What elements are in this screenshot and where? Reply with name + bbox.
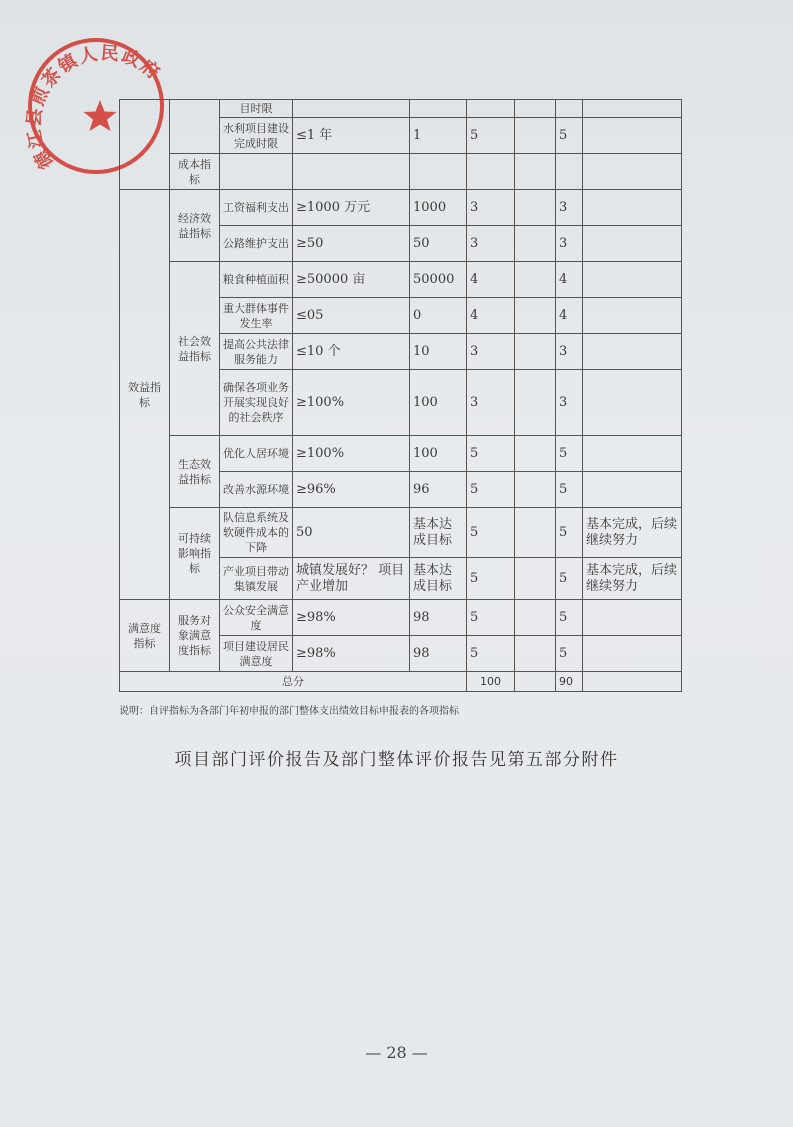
table-cell xyxy=(515,472,556,508)
table-cell: 经济效益指标 xyxy=(170,190,220,262)
table-cell: 提高公共法律服务能力 xyxy=(220,334,293,370)
table-cell: 基本完成，后续继续努力 xyxy=(583,508,682,558)
table-row xyxy=(120,262,682,298)
table-cell xyxy=(467,154,515,190)
table-cell: ≥50000 亩 xyxy=(293,262,410,298)
table-row xyxy=(120,436,682,472)
table-cell xyxy=(583,262,682,298)
table-cell: 基本达成目标 xyxy=(410,558,467,600)
table-cell: 工资福利支出 xyxy=(220,190,293,226)
table-cell: 5 xyxy=(556,558,583,600)
table-cell: 4 xyxy=(467,262,515,298)
table-cell: 1000 xyxy=(410,190,467,226)
table-cell xyxy=(515,600,556,636)
table-cell: 5 xyxy=(556,472,583,508)
table-cell: ≤05 xyxy=(293,298,410,334)
table-cell xyxy=(583,436,682,472)
table-row xyxy=(120,190,682,226)
table-cell: 3 xyxy=(467,190,515,226)
total-label: 总分 xyxy=(120,672,467,692)
table-cell: 生态效益指标 xyxy=(170,436,220,508)
table-cell: 成本指标 xyxy=(170,154,220,190)
table-cell xyxy=(515,226,556,262)
table-cell: 5 xyxy=(467,600,515,636)
table-cell: 5 xyxy=(467,118,515,154)
table-cell: 粮食种植面积 xyxy=(220,262,293,298)
table-cell: 基本完成，后续继续努力 xyxy=(583,558,682,600)
table-cell: ≥96% xyxy=(293,472,410,508)
table-cell: 3 xyxy=(556,190,583,226)
table-cell xyxy=(467,100,515,118)
table-cell: 5 xyxy=(556,636,583,672)
table-cell: 100 xyxy=(410,436,467,472)
table-cell xyxy=(515,508,556,558)
table-cell xyxy=(583,226,682,262)
table-cell: 5 xyxy=(556,118,583,154)
table-cell xyxy=(583,600,682,636)
table-cell xyxy=(293,154,410,190)
table-cell: ≥1000 万元 xyxy=(293,190,410,226)
table-cell: ≤1 年 xyxy=(293,118,410,154)
table-cell xyxy=(515,100,556,118)
table-cell xyxy=(583,370,682,436)
table-cell: 96 xyxy=(410,472,467,508)
table-cell: 公路维护支出 xyxy=(220,226,293,262)
table-cell: 3 xyxy=(467,226,515,262)
table-cell: 50000 xyxy=(410,262,467,298)
table-cell: 队信息系统及软硬件成本的下降 xyxy=(220,508,293,558)
table-cell xyxy=(515,436,556,472)
table-cell: 3 xyxy=(467,334,515,370)
table-cell: 3 xyxy=(556,370,583,436)
performance-table xyxy=(119,99,682,692)
table-cell: 98 xyxy=(410,636,467,672)
table-cell xyxy=(583,636,682,672)
table-row xyxy=(120,100,682,118)
table-cell: 确保各项业务开展实现良好的社会秩序 xyxy=(220,370,293,436)
table-cell: 可持续影响指标 xyxy=(170,508,220,600)
table-cell xyxy=(410,154,467,190)
table-cell: 5 xyxy=(467,558,515,600)
table-cell: 水利项目建设完成时限 xyxy=(220,118,293,154)
table-cell: 5 xyxy=(556,508,583,558)
table-cell: 5 xyxy=(467,472,515,508)
table-cell: 3 xyxy=(556,334,583,370)
table-cell: 5 xyxy=(556,600,583,636)
table-cell xyxy=(170,100,220,154)
table-cell xyxy=(556,154,583,190)
table-cell xyxy=(556,100,583,118)
table-row-total xyxy=(120,672,682,692)
table-cell: ≥50 xyxy=(293,226,410,262)
table-cell: 效益指标 xyxy=(120,190,170,600)
table-cell: 0 xyxy=(410,298,467,334)
table-cell xyxy=(120,100,170,190)
table-cell: 改善水源环境 xyxy=(220,472,293,508)
table-cell: 4 xyxy=(556,298,583,334)
table-cell xyxy=(515,636,556,672)
table-cell: 5 xyxy=(556,436,583,472)
performance-table-wrapper xyxy=(119,99,681,692)
table-cell: 基本达成目标 xyxy=(410,508,467,558)
seal-star-icon xyxy=(84,100,117,131)
table-cell: 100 xyxy=(410,370,467,436)
total-full-score: 100 xyxy=(467,672,515,692)
table-cell xyxy=(583,472,682,508)
table-cell: 5 xyxy=(467,436,515,472)
table-cell xyxy=(515,262,556,298)
table-row xyxy=(120,600,682,636)
table-cell: 3 xyxy=(556,226,583,262)
table-cell: 5 xyxy=(467,508,515,558)
table-cell xyxy=(583,672,682,692)
table-row xyxy=(120,508,682,558)
table-cell: ≥98% xyxy=(293,600,410,636)
table-cell xyxy=(515,672,556,692)
table-cell xyxy=(583,298,682,334)
table-cell xyxy=(515,558,556,600)
table-cell xyxy=(583,100,682,118)
table-cell xyxy=(583,118,682,154)
table-cell: 优化人居环境 xyxy=(220,436,293,472)
section-heading: 项目部门评价报告及部门整体评价报告见第五部分附件 xyxy=(174,750,619,770)
table-cell xyxy=(583,190,682,226)
table-cell: 50 xyxy=(410,226,467,262)
table-cell: ≥100% xyxy=(293,370,410,436)
table-cell xyxy=(583,334,682,370)
table-cell: 1 xyxy=(410,118,467,154)
table-cell: 服务对象满意度指标 xyxy=(170,600,220,672)
table-cell: 4 xyxy=(467,298,515,334)
table-cell xyxy=(515,334,556,370)
page-number: — 28 — xyxy=(365,1043,428,1062)
table-cell: 10 xyxy=(410,334,467,370)
table-cell xyxy=(293,100,410,118)
table-cell: 目时限 xyxy=(220,100,293,118)
table-cell xyxy=(410,100,467,118)
table-cell: 项目建设居民满意度 xyxy=(220,636,293,672)
table-cell: 4 xyxy=(556,262,583,298)
table-cell xyxy=(515,298,556,334)
table-cell: 3 xyxy=(467,370,515,436)
table-cell xyxy=(515,370,556,436)
table-cell: 重大群体事件发生率 xyxy=(220,298,293,334)
table-cell xyxy=(515,118,556,154)
total-self-score: 90 xyxy=(556,672,583,692)
table-cell: 公众安全满意度 xyxy=(220,600,293,636)
table-cell: 5 xyxy=(467,636,515,672)
table-cell xyxy=(515,190,556,226)
table-cell: ≤10 个 xyxy=(293,334,410,370)
table-cell: 50 xyxy=(293,508,410,558)
table-cell: 98 xyxy=(410,600,467,636)
table-cell xyxy=(583,154,682,190)
table-cell xyxy=(220,154,293,190)
table-cell: 产业项目带动集镇发展 xyxy=(220,558,293,600)
table-note: 说明：自评指标为各部门年初申报的部门整体支出绩效目标申报表的各项指标 xyxy=(119,706,459,717)
table-cell: 满意度指标 xyxy=(120,600,170,672)
table-cell: 城镇发展好？ 项目产业增加 xyxy=(293,558,410,600)
table-row xyxy=(120,154,682,190)
table-cell: ≥98% xyxy=(293,636,410,672)
table-cell xyxy=(515,154,556,190)
svg-text:德江县煎茶镇人民政府: 德江县煎茶镇人民政府 xyxy=(23,42,165,173)
table-cell: 社会效益指标 xyxy=(170,262,220,436)
table-cell: ≥100% xyxy=(293,436,410,472)
